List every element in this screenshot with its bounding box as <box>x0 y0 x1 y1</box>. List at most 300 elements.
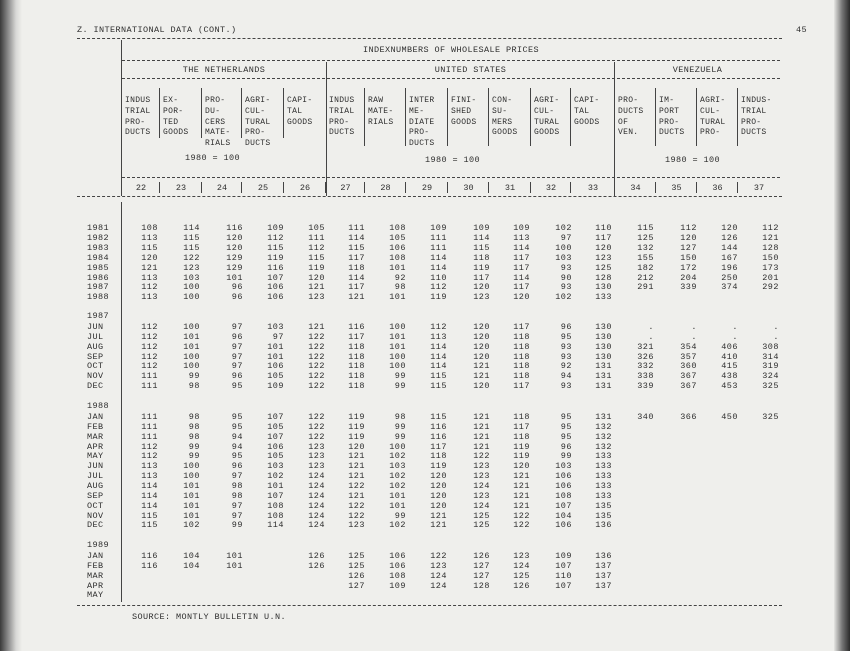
table-cell: 121 <box>473 371 490 382</box>
column-number: 35 <box>671 183 682 193</box>
table-cell: 111 <box>308 232 325 243</box>
column-header-line: CUL- <box>245 106 266 116</box>
column-number: 31 <box>504 183 516 193</box>
table-cell: 98 <box>394 412 406 422</box>
table-cell: 121 <box>308 322 325 332</box>
column-number: 25 <box>257 183 269 193</box>
table-cell: 120 <box>348 441 365 452</box>
column-header-line: IM- <box>659 96 675 105</box>
table-cell: 127 <box>473 560 490 571</box>
table-cell: 367 <box>680 371 697 382</box>
table-cell: 131 <box>595 381 612 392</box>
table-cell: 99 <box>394 431 406 442</box>
column-header-line: DUCTS <box>618 106 644 116</box>
table-cell: 120 <box>226 242 243 253</box>
row-label: SEP <box>87 490 104 501</box>
table-cell: 100 <box>183 292 200 303</box>
table-cell: 110 <box>595 223 612 233</box>
column-header-line: CAPI- <box>574 96 600 105</box>
row-label: MAY <box>87 451 104 462</box>
table-cell: 123 <box>513 551 530 561</box>
table-cell: 133 <box>595 461 612 472</box>
table-cell: 123 <box>473 461 490 472</box>
table-cell: 101 <box>389 490 406 501</box>
table-cell: 319 <box>762 361 779 372</box>
table-cell: 119 <box>348 431 365 442</box>
table-cell: 122 <box>183 252 200 263</box>
table-cell: 122 <box>308 412 325 422</box>
table-cell: 108 <box>555 490 572 501</box>
table-cell: 123 <box>473 471 490 482</box>
base-year-united-states: 1980 = 100 <box>425 155 481 165</box>
table-cell: 123 <box>183 262 200 273</box>
column-number-separator <box>530 182 531 193</box>
table-cell: 121 <box>348 451 365 462</box>
table-cell: 117 <box>430 441 447 452</box>
table-cell: 126 <box>473 551 490 561</box>
table-cell: 123 <box>308 441 325 452</box>
row-label: JUN <box>87 461 104 472</box>
table-cell: 107 <box>555 560 572 571</box>
table-cell: 107 <box>267 272 284 283</box>
table-cell: 325 <box>762 381 779 392</box>
column-rule <box>405 88 406 146</box>
table-cell: 111 <box>141 421 158 432</box>
table-cell: 122 <box>513 520 530 531</box>
table-cell: 112 <box>141 441 158 452</box>
row-label: 1988 <box>87 292 110 303</box>
column-number: 22 <box>135 183 147 193</box>
table-cell: 93 <box>560 282 572 293</box>
base-year-netherlands: 1980 = 100 <box>185 153 241 163</box>
column-number: 24 <box>216 183 228 193</box>
table-cell: 99 <box>394 381 406 392</box>
table-cell: 97 <box>231 361 243 372</box>
table-cell: 292 <box>762 282 779 293</box>
table-cell: 114 <box>141 480 158 491</box>
table-cell: 97 <box>231 471 243 482</box>
table-cell: 121 <box>348 461 365 472</box>
table-cell: 103 <box>555 461 572 472</box>
column-number-separator <box>201 182 202 193</box>
table-cell: 94 <box>231 441 243 452</box>
column-header-line: PRO- <box>125 117 146 127</box>
table-cell: 338 <box>637 371 654 382</box>
table-cell: 100 <box>555 242 572 253</box>
column-header-line: POR- <box>163 106 184 116</box>
column-header-line: GOODS <box>163 128 189 138</box>
table-cell: 126 <box>308 560 325 571</box>
column-header-line: FINI- <box>451 96 477 105</box>
table-cell: 126 <box>348 570 365 581</box>
table-cell: 354 <box>680 341 697 352</box>
table-cell: 106 <box>555 520 572 531</box>
year-heading: 1987 <box>87 311 110 321</box>
column-header-line: TURAL <box>245 117 271 127</box>
column-header-line: CAPI- <box>287 96 313 105</box>
table-cell: 117 <box>513 322 530 332</box>
table-cell: 96 <box>231 371 243 382</box>
table-cell: 101 <box>389 341 406 352</box>
column-header-line: RIALS <box>368 117 394 127</box>
table-cell: 99 <box>231 520 243 531</box>
year-heading: 1989 <box>87 540 110 550</box>
table-cell: 360 <box>680 361 697 372</box>
row-label: MAR <box>87 570 104 581</box>
binding-shadow-right <box>834 0 850 651</box>
table-cell: 130 <box>595 331 612 342</box>
table-cell: 114 <box>141 500 158 511</box>
table-cell: 94 <box>231 431 243 442</box>
row-label: OCT <box>87 500 104 511</box>
table-cell: 107 <box>267 490 284 501</box>
table-cell: 108 <box>141 223 158 233</box>
column-header-line: GOODS <box>287 117 313 127</box>
table-cell: 122 <box>348 510 365 521</box>
table-cell: 131 <box>595 412 612 422</box>
column-rule <box>159 88 160 138</box>
divider <box>77 196 782 197</box>
table-cell: 118 <box>348 371 365 382</box>
table-cell: 113 <box>141 461 158 472</box>
table-cell: 101 <box>389 292 406 303</box>
table-cell: 106 <box>389 551 406 561</box>
column-header-line: CUL- <box>534 106 555 116</box>
table-cell: 155 <box>637 252 654 263</box>
row-label: JUL <box>87 471 104 482</box>
table-cell: 99 <box>188 441 200 452</box>
table-cell: 93 <box>560 351 572 362</box>
row-label: JUN <box>87 322 104 332</box>
table-cell: 97 <box>272 331 284 342</box>
column-header-line: TRIAL <box>329 106 355 116</box>
column-number-separator <box>488 182 489 193</box>
table-cell: 121 <box>513 480 530 491</box>
table-cell: 357 <box>680 351 697 362</box>
column-header-line: GOODS <box>574 117 600 127</box>
table-cell: 121 <box>430 520 447 531</box>
table-cell: 96 <box>231 461 243 472</box>
table-cell: 93 <box>560 381 572 392</box>
table-cell: 133 <box>595 471 612 482</box>
table-cell: 100 <box>389 351 406 362</box>
column-number-separator <box>737 182 738 193</box>
table-cell: 321 <box>637 341 654 352</box>
table-cell: 101 <box>183 331 200 342</box>
table-cell: 123 <box>308 292 325 303</box>
table-cell: 97 <box>231 322 243 332</box>
year-heading: 1988 <box>87 401 110 411</box>
column-number-separator <box>570 182 571 193</box>
table-cell: 102 <box>389 520 406 531</box>
table-cell: 109 <box>267 381 284 392</box>
table-cell: 118 <box>513 341 530 352</box>
column-header-line: DUCTS <box>125 128 151 138</box>
column-number: 30 <box>463 183 474 193</box>
table-cell: 121 <box>308 282 325 293</box>
table-cell: 95 <box>560 331 572 342</box>
table-cell: 106 <box>389 560 406 571</box>
table-cell: 123 <box>348 520 365 531</box>
table-cell: 101 <box>267 351 284 362</box>
table-cell: 133 <box>595 292 612 303</box>
table-cell: 114 <box>430 361 447 372</box>
column-header-line: CERS <box>205 117 226 127</box>
table-cell: 118 <box>348 351 365 362</box>
table-cell: . <box>648 331 654 342</box>
table-cell: 122 <box>513 510 530 521</box>
table-cell: 106 <box>267 361 284 372</box>
table-cell: 101 <box>226 560 243 571</box>
row-label: FEB <box>87 560 104 571</box>
table-cell: 137 <box>595 580 612 591</box>
table-cell: 150 <box>762 252 779 263</box>
table-border-left <box>121 40 122 196</box>
column-header-line: OF <box>618 117 629 127</box>
table-cell: 115 <box>267 242 284 253</box>
table-cell: 122 <box>308 331 325 342</box>
table-cell: 117 <box>513 381 530 392</box>
table-cell: 126 <box>308 551 325 561</box>
table-cell: 119 <box>473 262 490 273</box>
table-cell: 112 <box>267 232 284 243</box>
column-header-line: PRO- <box>659 117 680 127</box>
table-cell: 118 <box>348 381 365 392</box>
table-cell: 109 <box>430 223 447 233</box>
table-cell: 332 <box>637 361 654 372</box>
table-cell: 291 <box>637 282 654 293</box>
table-cell: 121 <box>473 361 490 372</box>
column-header-line: PRO- <box>700 128 721 138</box>
column-header-line: CON- <box>492 96 513 105</box>
row-label: AUG <box>87 480 104 491</box>
table-cell: 97 <box>231 341 243 352</box>
table-cell: 204 <box>680 272 697 283</box>
table-cell: 415 <box>721 361 738 372</box>
table-cell: 125 <box>348 551 365 561</box>
table-cell: 117 <box>473 272 490 283</box>
table-cell: 116 <box>226 223 243 233</box>
table-cell: 112 <box>680 223 697 233</box>
column-number: 36 <box>712 183 723 193</box>
table-cell: 101 <box>389 500 406 511</box>
table-cell: 110 <box>430 272 447 283</box>
table-cell: 339 <box>680 282 697 293</box>
table-cell: 103 <box>267 461 284 472</box>
row-label: OCT <box>87 361 104 372</box>
column-header-line: TRIAL <box>741 106 767 116</box>
table-cell: 112 <box>141 331 158 342</box>
table-cell: 127 <box>680 242 697 253</box>
table-cell: 112 <box>141 341 158 352</box>
table-cell: 128 <box>595 272 612 283</box>
table-cell: 112 <box>430 322 447 332</box>
row-label: JUL <box>87 331 104 342</box>
table-cell: 122 <box>308 351 325 362</box>
table-cell: 120 <box>473 331 490 342</box>
table-cell: 132 <box>637 242 654 253</box>
column-header-line: RIALS <box>205 139 231 149</box>
column-number: 27 <box>340 183 351 193</box>
table-cell: . <box>732 322 738 332</box>
table-cell: 117 <box>513 282 530 293</box>
table-cell: 118 <box>513 412 530 422</box>
table-cell: 121 <box>513 500 530 511</box>
table-cell: 114 <box>513 242 530 253</box>
table-cell: 118 <box>430 451 447 462</box>
table-cell: 97 <box>560 232 572 243</box>
table-cell: 101 <box>267 341 284 352</box>
table-cell: 124 <box>308 500 325 511</box>
row-label: AUG <box>87 341 104 352</box>
table-cell: 111 <box>141 412 158 422</box>
row-label: 1982 <box>87 232 110 243</box>
country-united-states: UNITED STATES <box>434 65 507 75</box>
column-number-separator <box>364 182 365 193</box>
table-cell: 115 <box>141 520 158 531</box>
table-cell: 119 <box>513 441 530 452</box>
column-number: 32 <box>545 183 557 193</box>
table-cell: 95 <box>560 431 572 442</box>
table-cell: 124 <box>308 490 325 501</box>
table-cell: 100 <box>389 441 406 452</box>
table-cell: . <box>773 331 779 342</box>
divider <box>122 78 780 79</box>
table-cell: 96 <box>231 282 243 293</box>
column-rule <box>655 88 656 146</box>
table-cell: 95 <box>560 421 572 432</box>
column-rule <box>488 88 489 146</box>
row-label: JAN <box>87 412 104 422</box>
column-rule <box>696 88 697 146</box>
table-cell: 123 <box>308 451 325 462</box>
table-cell: 101 <box>183 480 200 491</box>
table-cell: 136 <box>595 551 612 561</box>
table-cell: 106 <box>267 441 284 452</box>
table-cell: 102 <box>389 480 406 491</box>
table-cell: 113 <box>141 232 158 243</box>
table-cell: 314 <box>762 351 779 362</box>
table-cell: 115 <box>141 510 158 521</box>
table-cell: 102 <box>267 471 284 482</box>
row-label: MAR <box>87 431 104 442</box>
country-netherlands: THE NETHERLANDS <box>182 65 266 75</box>
column-header-line: INDUS- <box>741 96 772 105</box>
table-cell: 135 <box>595 500 612 511</box>
table-cell: 114 <box>348 272 365 283</box>
table-cell: 96 <box>231 331 243 342</box>
table-cell: 96 <box>231 292 243 303</box>
row-label: FEB <box>87 421 104 432</box>
table-cell: 100 <box>183 351 200 362</box>
table-cell: 114 <box>183 223 200 233</box>
table-cell: 101 <box>183 490 200 501</box>
table-cell: 101 <box>267 480 284 491</box>
table-cell: . <box>648 322 654 332</box>
column-header-line: TAL <box>574 106 590 116</box>
table-cell: 106 <box>555 480 572 491</box>
table-cell: 366 <box>680 412 697 422</box>
table-cell: 121 <box>348 471 365 482</box>
table-cell: 122 <box>308 361 325 372</box>
source-note: SOURCE: MONTLY BULLETIN U.N. <box>132 612 287 622</box>
table-cell: 109 <box>267 223 284 233</box>
divider <box>77 605 782 606</box>
table-cell: 129 <box>226 252 243 263</box>
column-header-line: INTER <box>409 96 435 105</box>
column-header-line: INDUS <box>329 96 355 105</box>
table-cell: 114 <box>473 232 490 243</box>
table-cell: 117 <box>348 282 365 293</box>
table-cell: 102 <box>389 471 406 482</box>
table-cell: 130 <box>595 341 612 352</box>
table-cell: 124 <box>473 500 490 511</box>
table-cell: 114 <box>141 490 158 501</box>
row-label: DEC <box>87 520 104 531</box>
table-cell: 120 <box>141 252 158 263</box>
table-cell: 101 <box>183 500 200 511</box>
table-cell: 136 <box>595 520 612 531</box>
table-cell: 167 <box>721 252 738 263</box>
table-cell: 117 <box>513 262 530 273</box>
table-cell: 120 <box>473 381 490 392</box>
table-cell: 127 <box>473 570 490 581</box>
row-label-separator <box>121 202 122 602</box>
row-label: MAY <box>87 590 104 601</box>
table-cell: 123 <box>595 252 612 263</box>
table-cell: 97 <box>231 510 243 521</box>
table-cell: 125 <box>473 510 490 521</box>
table-cell: 98 <box>188 412 200 422</box>
table-cell: 325 <box>762 412 779 422</box>
page-number: 45 <box>796 25 808 35</box>
table-cell: 120 <box>513 461 530 472</box>
table-cell: 118 <box>348 341 365 352</box>
table-cell: 115 <box>430 412 447 422</box>
column-number-separator <box>614 182 615 193</box>
table-cell: 124 <box>473 480 490 491</box>
table-cell: 106 <box>267 292 284 303</box>
table-cell: 122 <box>308 371 325 382</box>
column-header-line: TURAL <box>534 117 560 127</box>
table-cell: 120 <box>308 272 325 283</box>
row-label: 1985 <box>87 262 110 273</box>
column-header-line: MERS <box>492 117 513 127</box>
column-header-line: PRO- <box>329 117 350 127</box>
divider <box>122 177 780 178</box>
table-cell: 438 <box>721 371 738 382</box>
country-separator <box>614 62 615 196</box>
table-cell: 95 <box>231 451 243 462</box>
column-header-line: TAL <box>287 106 303 116</box>
table-cell: 124 <box>513 560 530 571</box>
column-number-separator <box>696 182 697 193</box>
table-cell: 182 <box>637 262 654 273</box>
table-cell: 113 <box>141 471 158 482</box>
table-cell: 93 <box>560 262 572 273</box>
table-cell: 131 <box>595 361 612 372</box>
column-number: 33 <box>587 183 599 193</box>
table-cell: 196 <box>721 262 738 273</box>
table-cell: 118 <box>513 351 530 362</box>
column-header-line: PRO- <box>741 117 762 127</box>
table-cell: 102 <box>555 292 572 303</box>
table-cell: 122 <box>473 451 490 462</box>
column-number: 37 <box>753 183 765 193</box>
table-cell: 114 <box>430 262 447 273</box>
table-cell: 124 <box>308 471 325 482</box>
table-cell: . <box>691 331 697 342</box>
